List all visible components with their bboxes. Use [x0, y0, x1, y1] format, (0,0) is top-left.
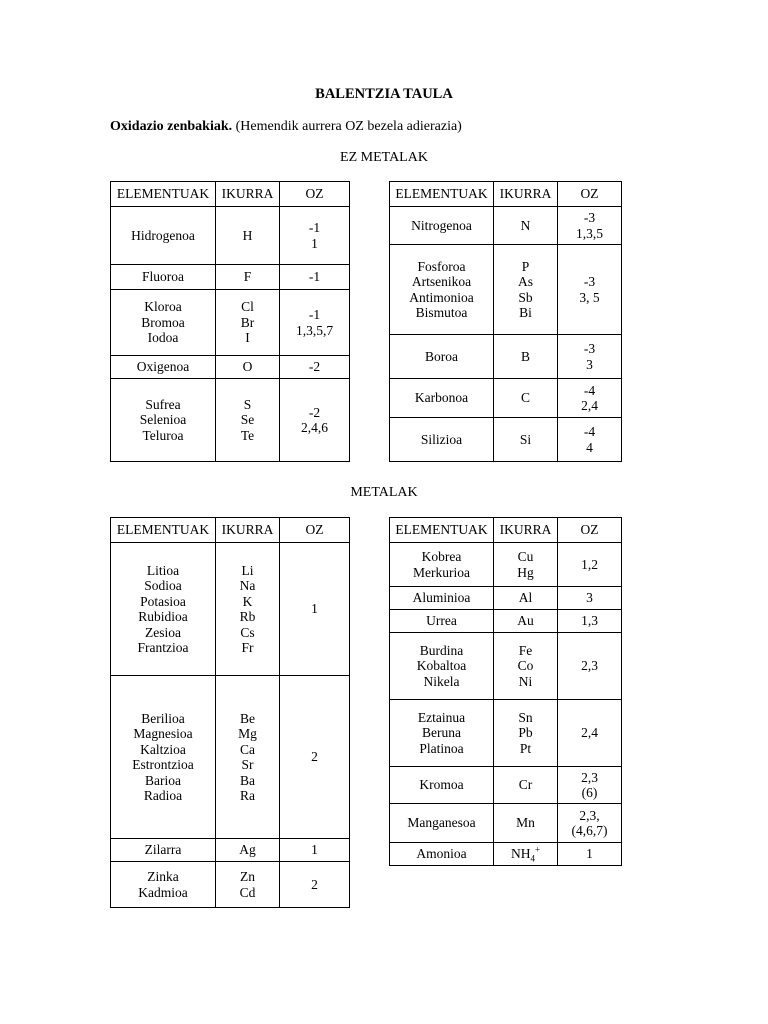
- symbols-cell-line: Al: [518, 590, 533, 606]
- symbols-cell-line: Cu: [517, 549, 534, 564]
- symbols-cell-line: N: [520, 217, 531, 233]
- element-names-cell: [390, 767, 494, 804]
- oxidation-numbers-cell: [558, 418, 622, 462]
- oxidation-numbers-cell-line: -3: [583, 274, 596, 289]
- symbols-cell: [216, 676, 280, 839]
- element-names-cell: [111, 356, 216, 379]
- table-row: [111, 207, 350, 265]
- element-names-cell-line: Kadmioa: [138, 884, 188, 900]
- element-names-cell-line: Iodoa: [147, 330, 179, 346]
- element-names-cell: [111, 543, 216, 676]
- symbols-cell: [216, 862, 280, 908]
- element-names-cell: [390, 610, 494, 633]
- oxidation-numbers-cell-line: 3, 5: [579, 289, 600, 305]
- table-row: [111, 379, 350, 462]
- table-row: [111, 862, 350, 908]
- table-row: [390, 418, 622, 462]
- symbols-cell-line: Hg: [517, 564, 534, 580]
- element-names-cell: [111, 676, 216, 839]
- symbols-cell-line: As: [517, 274, 533, 289]
- table-row: [390, 700, 622, 767]
- oxidation-numbers-cell-line: 2,4,6: [301, 420, 328, 435]
- symbols-cell-line: Se: [240, 412, 255, 428]
- element-names-cell-line: Manganesoa: [407, 815, 476, 831]
- symbols-cell-line: Cr: [518, 777, 533, 793]
- table-header-row: [111, 182, 350, 207]
- oxidation-numbers-cell-line: 1,2: [581, 556, 598, 572]
- symbols-cell-line: B: [520, 348, 530, 364]
- element-names-cell: [390, 335, 494, 379]
- oxidation-numbers-cell: [280, 356, 350, 379]
- table-header-row: [390, 518, 622, 543]
- element-names-cell-line: Litioa: [146, 562, 180, 578]
- symbols-cell-line: Br: [240, 314, 255, 330]
- oxidation-numbers-cell: [280, 839, 350, 862]
- symbols-cell: [494, 543, 558, 587]
- symbols-cell-line: F: [243, 269, 252, 285]
- element-names-cell: [111, 862, 216, 908]
- symbols-cell-line: Li: [241, 562, 254, 578]
- oxidation-numbers-cell-line: -3: [583, 210, 596, 225]
- oxidation-numbers-cell-line: (6): [581, 785, 598, 800]
- oxidation-numbers-cell: [558, 610, 622, 633]
- symbols-cell-line: Ca: [240, 741, 255, 757]
- element-names-cell-line: Silizioa: [420, 431, 463, 447]
- symbols-cell-line: Bi: [519, 305, 532, 320]
- nonmetals-table-right: [389, 181, 622, 462]
- symbols-cell: [216, 839, 280, 862]
- element-names-cell-line: Oxigenoa: [136, 359, 190, 375]
- element-names-cell: [390, 804, 494, 843]
- oxidation-numbers-cell: [280, 676, 350, 839]
- element-names-cell-line: Sufrea: [145, 396, 181, 412]
- oxidation-numbers-cell-line: 3: [586, 590, 593, 606]
- oxidation-numbers-cell-line: 1: [586, 846, 593, 862]
- element-names-cell: [111, 207, 216, 265]
- symbols-cell: [494, 700, 558, 767]
- element-names-cell-line: Berilioa: [141, 710, 185, 726]
- nonmetals-table-left: [110, 181, 350, 462]
- element-names-cell-line: Potasioa: [140, 593, 186, 609]
- table-row: [390, 245, 622, 335]
- header-oz: OZ: [280, 182, 350, 207]
- formula-subscript: 4: [530, 853, 535, 864]
- oxidation-numbers-cell-line: -4: [583, 382, 596, 398]
- metals-table-right: [389, 517, 622, 866]
- symbols-cell-line: Zn: [240, 869, 255, 884]
- oxidation-numbers-cell: [558, 700, 622, 767]
- header-elements: ELEMENTUAK: [390, 182, 494, 207]
- table-row: [111, 676, 350, 839]
- symbols-cell: [216, 207, 280, 265]
- intro-line: [110, 119, 462, 135]
- oxidation-numbers-cell-line: 2,3: [581, 769, 598, 785]
- symbols-cell-line: Co: [517, 658, 534, 674]
- symbols-cell-formula: [494, 846, 557, 862]
- oxidation-numbers-cell: [280, 265, 350, 290]
- element-names-cell-line: Kaltzioa: [140, 741, 186, 757]
- oxidation-numbers-cell-line: -1: [308, 307, 321, 322]
- element-names-cell-line: Kobrea: [421, 549, 462, 564]
- symbols-cell-line: I: [245, 330, 250, 346]
- element-names-cell-line: Zinka: [147, 869, 179, 884]
- table-header-row: [390, 182, 622, 207]
- symbols-cell-line: Be: [240, 710, 255, 726]
- symbols-cell-line: Si: [519, 431, 532, 447]
- element-names-cell-line: Bromoa: [141, 314, 185, 330]
- element-names-cell-line: Zilarra: [144, 842, 182, 858]
- metals-table-left: [110, 517, 350, 908]
- element-names-cell-line: Burdina: [419, 642, 464, 658]
- formula-base: NH: [510, 846, 531, 862]
- element-names-cell-line: Kobaltoa: [416, 658, 467, 674]
- oxidation-numbers-cell-line: 2,3: [581, 658, 598, 674]
- element-names-cell-line: Selenioa: [139, 412, 187, 428]
- table-row: [390, 543, 622, 587]
- oxidation-numbers-cell: [558, 843, 622, 866]
- oxidation-numbers-cell-line: 2: [311, 749, 318, 765]
- oxidation-numbers-cell-line: -1: [308, 220, 321, 235]
- element-names-cell: [111, 379, 216, 462]
- symbols-cell: [494, 207, 558, 245]
- header-elements: ELEMENTUAK: [111, 182, 216, 207]
- element-names-cell: [390, 633, 494, 700]
- symbols-cell-line: Fe: [518, 642, 533, 658]
- symbols-cell-line: O: [242, 359, 253, 375]
- element-names-cell-line: Nikela: [423, 673, 460, 689]
- element-names-cell: [390, 207, 494, 245]
- table-row: [390, 610, 622, 633]
- oxidation-numbers-cell: [280, 207, 350, 265]
- oxidation-numbers-cell-line: 1,3,5: [576, 225, 603, 241]
- element-names-cell-line: Antimonioa: [409, 289, 474, 305]
- symbols-cell: [494, 587, 558, 610]
- oxidation-numbers-cell-line: 4: [586, 439, 593, 455]
- element-names-cell-line: Bismutoa: [415, 305, 468, 320]
- oxidation-numbers-cell: [280, 862, 350, 908]
- table-row: [390, 587, 622, 610]
- section-heading-metals: METALAK: [350, 485, 418, 500]
- element-names-cell: [390, 418, 494, 462]
- symbols-cell-line: Cd: [239, 884, 256, 900]
- symbols-cell-line: P: [521, 258, 530, 274]
- oxidation-numbers-cell-line: -3: [583, 341, 596, 356]
- element-names-cell-line: Aluminioa: [412, 590, 471, 606]
- symbols-cell-line: Au: [517, 613, 534, 629]
- symbols-cell-line: Sr: [241, 757, 254, 772]
- oxidation-numbers-cell: [558, 543, 622, 587]
- symbols-cell: [216, 356, 280, 379]
- header-oz: OZ: [558, 518, 622, 543]
- oxidation-numbers-cell-line: -2: [308, 359, 321, 375]
- oxidation-numbers-cell-line: 2,4: [581, 725, 598, 741]
- element-names-cell-line: Karbonoa: [414, 390, 469, 406]
- oxidation-numbers-cell: [280, 379, 350, 462]
- table-row: [390, 379, 622, 418]
- symbols-cell-line: Ba: [240, 772, 255, 788]
- section-heading-nonmetals: EZ METALAK: [340, 150, 428, 165]
- symbols-cell-line: H: [242, 227, 253, 243]
- table-row: [111, 543, 350, 676]
- symbols-cell-line: Pt: [519, 740, 532, 756]
- symbols-cell: [494, 379, 558, 418]
- oxidation-numbers-cell-line: -1: [308, 269, 321, 285]
- symbols-cell: [494, 610, 558, 633]
- oxidation-numbers-cell-line: 1: [311, 601, 318, 617]
- oxidation-numbers-cell: [558, 804, 622, 843]
- symbols-cell: [494, 418, 558, 462]
- symbols-cell-line: Fr: [241, 640, 254, 655]
- table-header-row: [111, 518, 350, 543]
- element-names-cell-line: Hidrogenoa: [131, 227, 195, 243]
- element-names-cell-line: Zesioa: [145, 624, 181, 640]
- oxidation-numbers-cell-line: 1,3,5,7: [295, 322, 334, 338]
- oxidation-numbers-cell-line: 2: [311, 876, 318, 892]
- symbols-cell-line: Ra: [240, 788, 255, 803]
- symbols-cell-line: Sb: [518, 289, 533, 305]
- element-names-cell: [111, 290, 216, 356]
- element-names-cell-line: Fosforoa: [417, 258, 466, 274]
- element-names-cell: [111, 839, 216, 862]
- element-names-cell: [390, 379, 494, 418]
- element-names-cell: [390, 843, 494, 866]
- oxidation-numbers-cell-line: -2: [308, 404, 321, 420]
- symbols-cell: [494, 633, 558, 700]
- oxidation-numbers-cell: [558, 587, 622, 610]
- symbols-cell-line: K: [242, 593, 253, 609]
- header-oz: OZ: [558, 182, 622, 207]
- element-names-cell-line: Eztainua: [417, 709, 466, 725]
- table-row: [111, 265, 350, 290]
- symbols-cell-line: Rb: [239, 609, 256, 624]
- table-row: [111, 356, 350, 379]
- symbols-cell: [216, 379, 280, 462]
- element-names-cell-line: Estrontzioa: [132, 757, 194, 772]
- table-row: [390, 843, 622, 866]
- header-oz: OZ: [280, 518, 350, 543]
- element-names-cell-line: Barioa: [145, 772, 181, 788]
- symbols-cell-line: Mg: [238, 726, 257, 741]
- element-names-cell-line: Fluoroa: [142, 269, 184, 285]
- element-names-cell: [111, 265, 216, 290]
- element-names-cell-line: Kloroa: [144, 299, 182, 315]
- oxidation-numbers-cell-line: 1: [311, 842, 318, 858]
- oxidation-numbers-cell: [558, 245, 622, 335]
- element-names-cell-line: Urrea: [426, 613, 457, 629]
- element-names-cell-line: Merkurioa: [413, 564, 470, 580]
- table-row: [111, 290, 350, 356]
- element-names-cell-line: Teluroa: [142, 427, 184, 443]
- page-title: BALENTZIA TAULA: [315, 86, 453, 102]
- symbols-cell: [494, 245, 558, 335]
- table-row: [390, 207, 622, 245]
- symbols-cell-line: Mn: [516, 815, 535, 831]
- oxidation-numbers-cell-line: 2,3,: [579, 807, 600, 823]
- symbols-cell-line: Te: [240, 427, 255, 443]
- header-elements: ELEMENTUAK: [111, 518, 216, 543]
- table-row: [390, 804, 622, 843]
- symbols-cell-line: Ni: [518, 673, 533, 689]
- element-names-cell-line: Rubidioa: [138, 609, 188, 624]
- header-symbol: IKURRA: [494, 182, 558, 207]
- symbols-cell: [494, 843, 558, 866]
- symbols-cell: [216, 543, 280, 676]
- symbols-cell-line: Na: [239, 578, 256, 593]
- oxidation-numbers-cell-line: 1,3: [581, 613, 598, 629]
- oxidation-numbers-cell-line: 2,4: [581, 398, 598, 413]
- symbols-cell-line: Pb: [518, 725, 533, 741]
- symbols-cell-line: Cs: [240, 624, 255, 640]
- symbols-cell-line: C: [520, 390, 530, 406]
- symbols-cell: [216, 290, 280, 356]
- oxidation-numbers-cell: [558, 767, 622, 804]
- oxidation-numbers-cell: [280, 290, 350, 356]
- table-row: [390, 767, 622, 804]
- symbols-cell-line: Cl: [241, 299, 254, 315]
- oxidation-numbers-cell: [280, 543, 350, 676]
- header-symbol: IKURRA: [494, 518, 558, 543]
- element-names-cell-line: Nitrogenoa: [411, 217, 472, 233]
- intro-bold: Oxidazio zenbakiak.: [110, 119, 233, 134]
- element-names-cell-line: Sodioa: [144, 578, 182, 593]
- oxidation-numbers-cell: [558, 207, 622, 245]
- table-row: [390, 633, 622, 700]
- symbols-cell-line: S: [243, 396, 252, 412]
- element-names-cell-line: Magnesioa: [133, 726, 193, 741]
- element-names-cell-line: Artsenikoa: [411, 274, 472, 289]
- element-names-cell-line: Beruna: [422, 725, 461, 741]
- element-names-cell-line: Frantzioa: [137, 640, 189, 655]
- symbols-cell: [494, 767, 558, 804]
- element-names-cell-line: Platinoa: [419, 740, 464, 756]
- element-names-cell-line: Radioa: [143, 788, 183, 803]
- symbols-cell-line: Sn: [518, 709, 533, 725]
- formula-superscript: +: [534, 844, 541, 855]
- element-names-cell: [390, 245, 494, 335]
- header-symbol: IKURRA: [216, 518, 280, 543]
- element-names-cell-line: Kromoa: [419, 777, 464, 793]
- oxidation-numbers-cell: [558, 633, 622, 700]
- intro-rest: (Hemendik aurrera OZ bezela adierazia): [232, 119, 462, 134]
- oxidation-numbers-cell-line: (4,6,7): [571, 823, 608, 838]
- oxidation-numbers-cell: [558, 379, 622, 418]
- symbols-cell: [216, 265, 280, 290]
- symbols-cell: [494, 335, 558, 379]
- header-symbol: IKURRA: [216, 182, 280, 207]
- symbols-cell-line: Ag: [239, 842, 256, 858]
- oxidation-numbers-cell-line: -4: [583, 424, 596, 439]
- element-names-cell: [390, 700, 494, 767]
- table-row: [390, 335, 622, 379]
- element-names-cell-line: Amonioa: [416, 846, 467, 862]
- table-row: [111, 839, 350, 862]
- element-names-cell-line: Boroa: [425, 348, 458, 364]
- header-elements: ELEMENTUAK: [390, 518, 494, 543]
- oxidation-numbers-cell-line: 1: [311, 235, 318, 251]
- oxidation-numbers-cell-line: 3: [586, 356, 593, 372]
- oxidation-numbers-cell: [558, 335, 622, 379]
- element-names-cell: [390, 543, 494, 587]
- symbols-cell: [494, 804, 558, 843]
- element-names-cell: [390, 587, 494, 610]
